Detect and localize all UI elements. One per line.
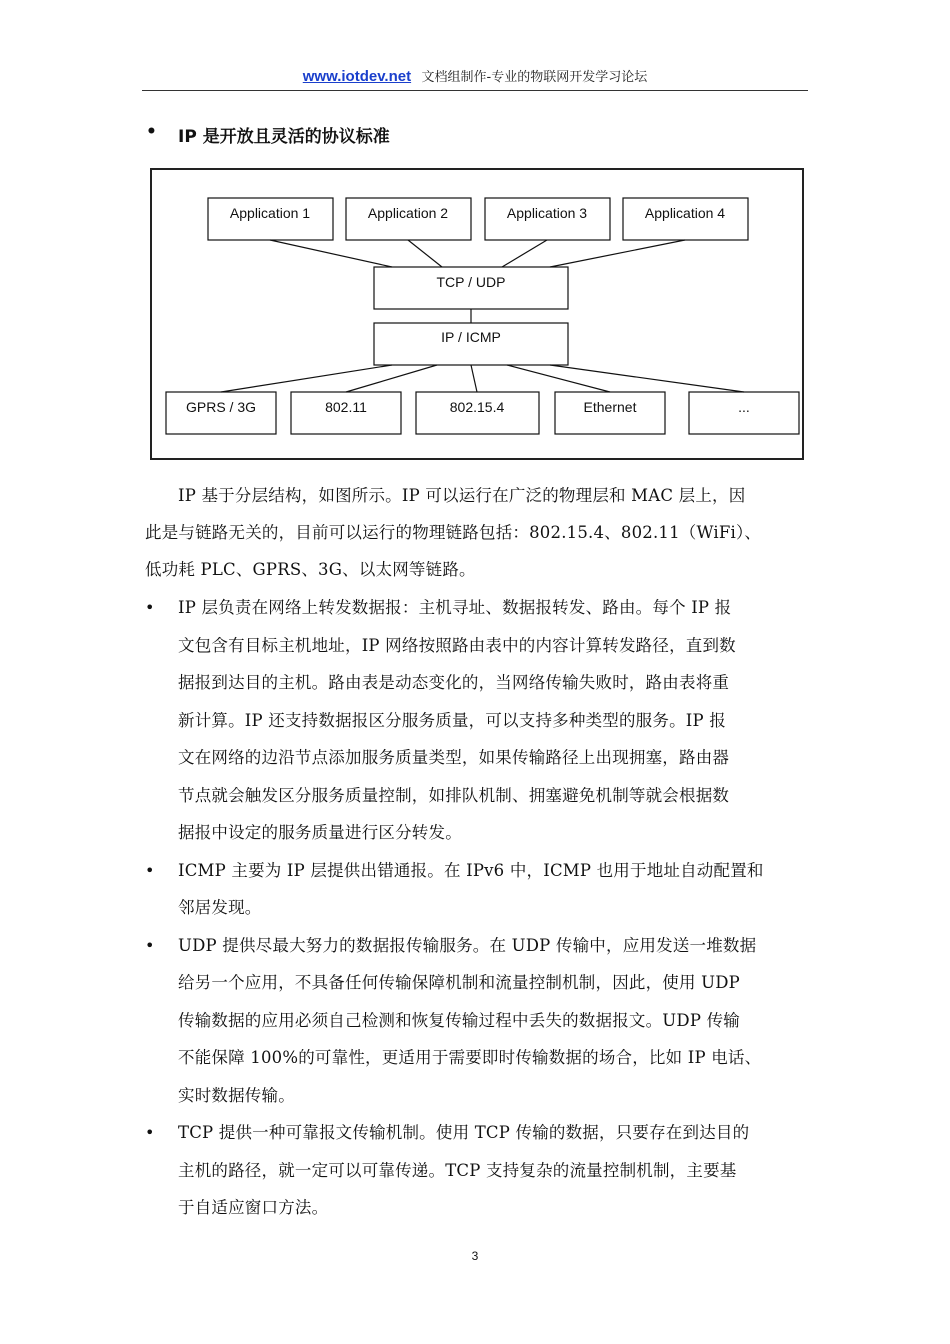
list-item: [145, 589, 810, 852]
heading-text: IP 是开放且灵活的协议标准: [178, 127, 390, 147]
link-label-2: 802.11: [325, 399, 367, 415]
list-item: [145, 1114, 810, 1227]
item-line: 传输数据的应用必须自己检测和恢复传输过程中丢失的数据报文。UDP 传输: [178, 1010, 740, 1030]
item-line: ICMP 主要为 IP 层提供出错通报。在 IPv6 中，ICMP 也用于地址自动配置和: [178, 860, 764, 880]
app-label-1: Application 1: [229, 205, 311, 221]
page-header: [142, 66, 808, 91]
transport-label: TCP / UDP: [436, 274, 506, 290]
protocol-stack-diagram: [152, 170, 802, 458]
item-line: 邻居发现。: [178, 898, 262, 917]
page-number: 3: [471, 1249, 479, 1263]
protocol-stack-figure: [150, 168, 804, 460]
app-label-2: Application 2: [367, 205, 449, 221]
connector-line: [408, 240, 442, 267]
link-label-5: ...: [738, 399, 750, 415]
intro-paragraph: [145, 477, 810, 588]
list-item: [145, 852, 810, 927]
bullet-list: [145, 589, 810, 1227]
network-label: IP / ICMP: [441, 329, 501, 345]
app-label-4: Application 4: [644, 205, 726, 221]
connector-line: [550, 365, 744, 392]
link-label-4: Ethernet: [583, 399, 637, 415]
item-line: 文包含有目标主机地址，IP 网络按照路由表中的内容计算转发路径，直到数: [178, 635, 736, 655]
app-label-3: Application 3: [506, 205, 588, 221]
item-line: 节点就会触发区分服务质量控制，如排队机制、拥塞避免机制等就会根据数: [178, 785, 730, 805]
item-line: 主机的路径，就一定可以可靠传递。TCP 支持复杂的流量控制机制，主要基: [178, 1160, 737, 1180]
bullet-icon: •: [145, 598, 155, 617]
item-line: 新计算。IP 还支持数据报区分服务质量，可以支持多种类型的服务。IP 报: [178, 710, 726, 730]
item-line: 实时数据传输。: [178, 1085, 295, 1105]
item-line: 不能保障 100%的可靠性，更适用于需要即时传输数据的场合，比如 IP 电话、: [178, 1048, 762, 1067]
intro-line: 低功耗 PLC、GPRS、3G、以太网等链路。: [145, 560, 476, 579]
item-line: 给另一个应用，不具备任何传输保障机制和流量控制机制，因此，使用 UDP: [178, 973, 740, 992]
item-line: 据报中设定的服务质量进行区分转发。: [178, 823, 462, 842]
connector-line: [346, 365, 437, 392]
link-label-1: GPRS / 3G: [185, 399, 257, 415]
bullet-icon: •: [145, 1123, 155, 1142]
item-line: 据报到达目的主机。路由表是动态变化的，当网络传输失败时，路由表将重: [178, 673, 730, 692]
item-line: UDP 提供尽最大努力的数据报传输服务。在 UDP 传输中，应用发送一堆数据: [178, 935, 757, 955]
connector-line: [221, 365, 392, 392]
bullet-icon: •: [145, 860, 155, 880]
intro-line: 此是与链路无关的，目前可以运行的物理链路包括：802.15.4、802.11（WiFi）、: [145, 523, 762, 542]
item-line: IP 层负责在网络上转发数据报：主机寻址、数据报转发、路由。每个 IP 报: [178, 598, 732, 617]
connector-line: [270, 240, 392, 267]
item-line: 于自适应窗口方法。: [178, 1198, 329, 1217]
connector-line: [550, 240, 685, 267]
connector-line: [471, 365, 477, 392]
connector-line: [502, 240, 547, 267]
list-item: [145, 927, 810, 1115]
bullet-icon: •: [145, 935, 155, 955]
item-line: 文在网络的边沿节点添加服务质量类型，如果传输路径上出现拥塞，路由器: [178, 748, 730, 767]
bullet-icon: •: [146, 122, 157, 142]
link-label-3: 802.15.4: [449, 399, 505, 415]
site-link[interactable]: www.iotdev.net: [302, 68, 412, 85]
header-org-text: 文档组制作-专业的物联网开发学习论坛: [421, 70, 648, 85]
intro-line: IP 基于分层结构，如图所示。IP 可以运行在广泛的物理层和 MAC 层上，因: [178, 486, 746, 505]
item-line: TCP 提供一种可靠报文传输机制。使用 TCP 传输的数据，只要存在到达目的: [178, 1123, 750, 1142]
connector-line: [507, 365, 610, 392]
